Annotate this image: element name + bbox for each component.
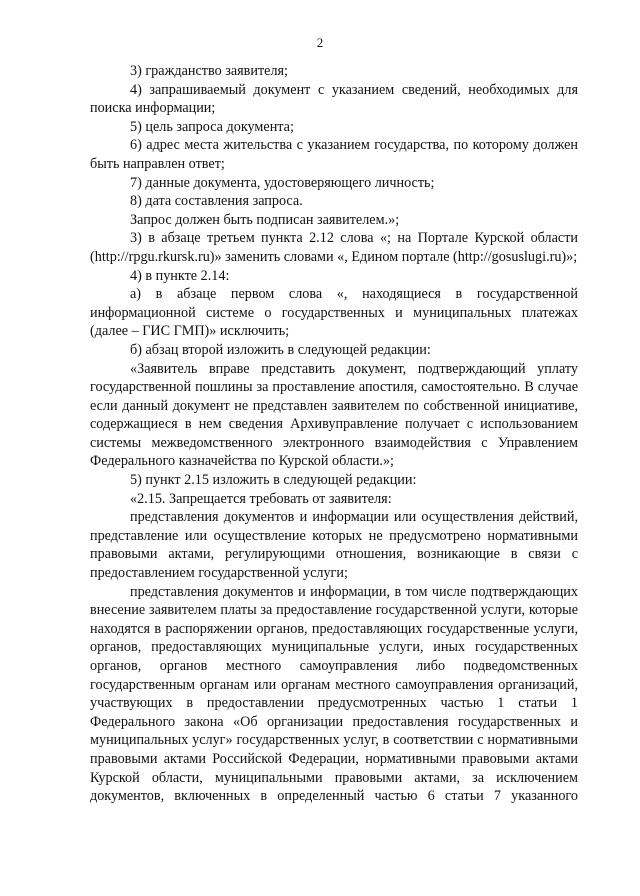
paragraph: 4) в пункте 2.14: <box>130 267 230 284</box>
paragraph: 3) гражданство заявителя; <box>130 63 288 79</box>
paragraph: представления документов и информации, в том числе подтверждающих внесение заявителем платы за предоставление государственной услуги, которые находятся в распоряжении органов, предоставляющих государственные услуги, органов, предоставляющих муниципальные услуги, иных государственных органов, органов местного самоуправления либо подведомственных государственным органам или органам местного самоуправления организаций, участвующих в предоставлении предусмотренных частью 1 статьи 1 Федерального закона «Об организации предоставления государственных и муниципальных услуг» государственных услуг, в соответствии с нормативными правовыми актами Российской Федерации, нормативными правовыми актами Курской области, муниципальными правовыми актами, за исключением документов, включенных в определенный частью 6 статьи 7 указанного <box>90 583 578 805</box>
document-body <box>90 62 578 806</box>
paragraph: б) абзац второй изложить в следующей редакции: <box>130 341 431 358</box>
paragraph: 3) в абзаце третьем пункта 2.12 слова «; на Портале Курской области (http://rpgu.rkursk.ru)» заменить словами «, Едином портале (http://gosuslugi.ru)»; <box>90 230 578 265</box>
paragraph: 8) дата составления запроса. <box>130 193 303 210</box>
paragraph: 5) цель запроса документа; <box>130 118 294 135</box>
paragraph: а) в абзаце первом слова «, находящиеся в государственной информационной системе о государственных и муниципальных платежах (далее – ГИС ГМП)» исключить; <box>90 286 578 340</box>
paragraph: «Заявитель вправе представить документ, подтверждающий уплату государственной пошлины за проставление апостиля, самостоятельно. В случае если данный документ не представлен заявителем по собственной инициативе, содержащиеся в нем сведения Архивуправление получает с использованием системы межведомственного электронного взаимодействия с Управлением Федерального казначейства по Курской области.»; <box>90 360 578 470</box>
paragraph: «2.15. Запрещается требовать от заявителя: <box>130 490 392 507</box>
paragraph: 7) данные документа, удостоверяющего личность; <box>130 174 435 191</box>
paragraph: 5) пункт 2.15 изложить в следующей редакции: <box>130 472 417 489</box>
paragraph: Запрос должен быть подписан заявителем.»; <box>130 211 400 228</box>
paragraph: представления документов и информации или осуществления действий, представление или осуществление которых не предусмотрено нормативными правовыми актами, регулирующими отношения, возникающие в связи с предоставлением государственной услуги; <box>90 509 578 582</box>
paragraph: 6) адрес места жительства с указанием государства, по которому должен быть направлен ответ; <box>90 137 578 172</box>
paragraph: 4) запрашиваемый документ с указанием сведений, необходимых для поиска информации; <box>90 81 578 117</box>
page-number: 2 <box>316 35 324 50</box>
